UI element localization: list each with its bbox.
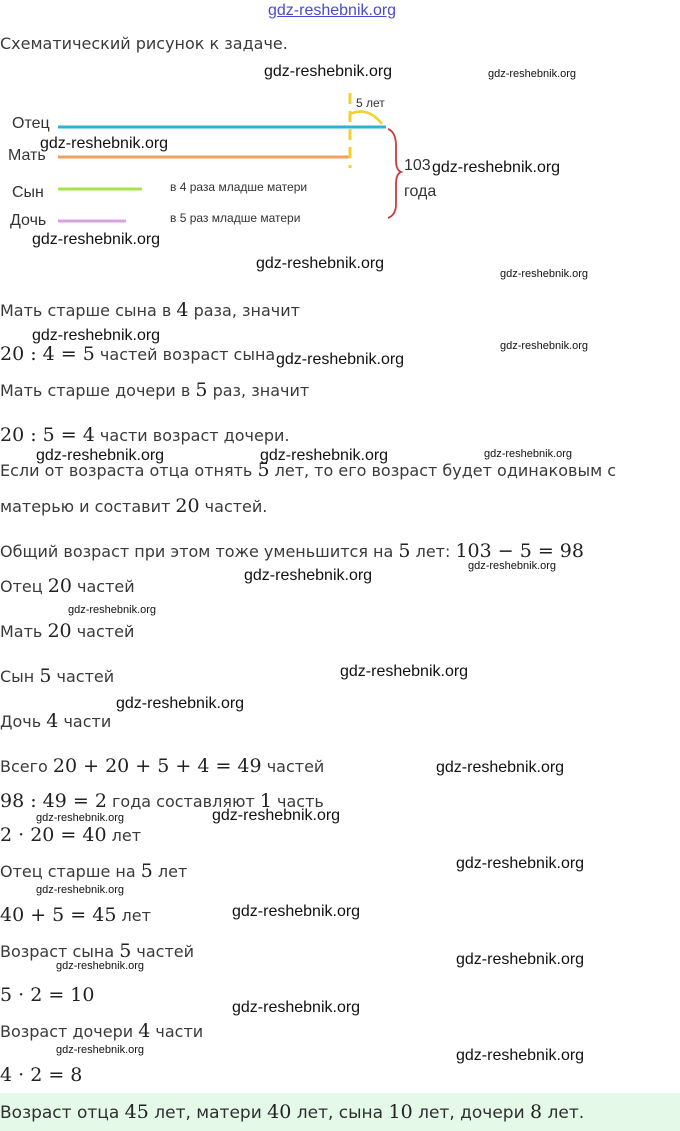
five-years-arc (350, 112, 382, 124)
answer-text: Возраст отца 45 лет, матери 40 лет, сына 10 лет, дочери 8 лет. (0, 1101, 585, 1123)
watermark: gdz-reshebnik.org (244, 567, 373, 584)
watermark: gdz-reshebnik.org (500, 340, 589, 352)
line-4: 20 : 5 = 4 части возраст дочери. (0, 424, 290, 446)
line-10: Сын 5 частей (0, 665, 115, 687)
watermark: gdz-reshebnik.org (264, 63, 393, 80)
watermark: gdz-reshebnik.org (456, 1047, 585, 1064)
watermark: gdz-reshebnik.org (36, 812, 125, 824)
watermark: gdz-reshebnik.org (36, 447, 165, 464)
son-note: в 4 раза младше матери (170, 180, 308, 194)
label-father: Отец (12, 115, 50, 132)
line-9: Мать 20 частей (0, 620, 135, 642)
total-word: года (404, 183, 437, 200)
watermark: gdz-reshebnik.org (484, 448, 573, 460)
watermark: gdz-reshebnik.org (232, 903, 361, 920)
watermark: gdz-reshebnik.org (36, 884, 125, 896)
site-link[interactable]: gdz-reshebnik.org (268, 2, 397, 19)
total-brace (388, 129, 401, 218)
line-14: 2 · 20 = 40 лет (0, 824, 142, 846)
five-years-label: 5 лет (356, 96, 385, 110)
watermark: gdz-reshebnik.org (116, 695, 245, 712)
diagram-lines (0, 0, 680, 240)
line-11: Дочь 4 части (0, 710, 112, 732)
watermark: gdz-reshebnik.org (436, 759, 565, 776)
watermark: gdz-reshebnik.org (456, 855, 585, 872)
line-16: 40 + 5 = 45 лет (0, 904, 151, 926)
watermark: gdz-reshebnik.org (468, 560, 557, 572)
watermark: gdz-reshebnik.org (56, 960, 145, 972)
line-15: Отец старше на 5 лет (0, 860, 188, 882)
watermark: gdz-reshebnik.org (40, 135, 169, 152)
line-12: Всего 20 + 20 + 5 + 4 = 49 частей (0, 755, 325, 777)
label-daughter: Дочь (10, 212, 47, 229)
line-7: Общий возраст при этом тоже уменьшится на 5 лет: 103 − 5 = 98 (0, 540, 584, 562)
line-17: Возраст сына 5 частей (0, 940, 195, 962)
line-13: 98 : 49 = 2 года составляют 1 часть (0, 790, 324, 812)
watermark: gdz-reshebnik.org (260, 447, 389, 464)
watermark: gdz-reshebnik.org (340, 663, 469, 680)
line-8: Отец 20 частей (0, 575, 135, 597)
watermark: gdz-reshebnik.org (456, 951, 585, 968)
watermark: gdz-reshebnik.org (56, 1044, 145, 1056)
line-2: 20 : 4 = 5 частей возраст сына (0, 343, 276, 365)
line-5: Если от возраста отца отнять 5 лет, то его возраст будет одинаковым с (0, 459, 617, 481)
label-mother: Мать (8, 147, 46, 164)
watermark: gdz-reshebnik.org (232, 999, 361, 1016)
watermark: gdz-reshebnik.org (256, 255, 385, 272)
watermark: gdz-reshebnik.org (32, 327, 161, 344)
watermark: gdz-reshebnik.org (212, 807, 341, 824)
line-1: Мать старше сына в 4 раза, значит (0, 299, 300, 321)
watermark: gdz-reshebnik.org (276, 351, 405, 368)
total-number: 103 (404, 157, 431, 174)
line-3: Мать старше дочери в 5 раз, значит (0, 379, 310, 401)
intro-text: Схематический рисунок к задаче. (0, 34, 288, 53)
watermark: gdz-reshebnik.org (68, 604, 157, 616)
line-20: 4 · 2 = 8 (0, 1064, 83, 1086)
watermark: gdz-reshebnik.org (432, 159, 561, 176)
watermark: gdz-reshebnik.org (32, 231, 161, 248)
watermark: gdz-reshebnik.org (488, 68, 577, 80)
line-19: Возраст дочери 4 части (0, 1020, 204, 1042)
line-18: 5 · 2 = 10 (0, 984, 95, 1006)
daughter-note: в 5 раз младше матери (170, 211, 301, 225)
watermark: gdz-reshebnik.org (500, 268, 589, 280)
line-6: матерью и составит 20 частей. (0, 495, 268, 517)
label-son: Сын (12, 184, 44, 201)
